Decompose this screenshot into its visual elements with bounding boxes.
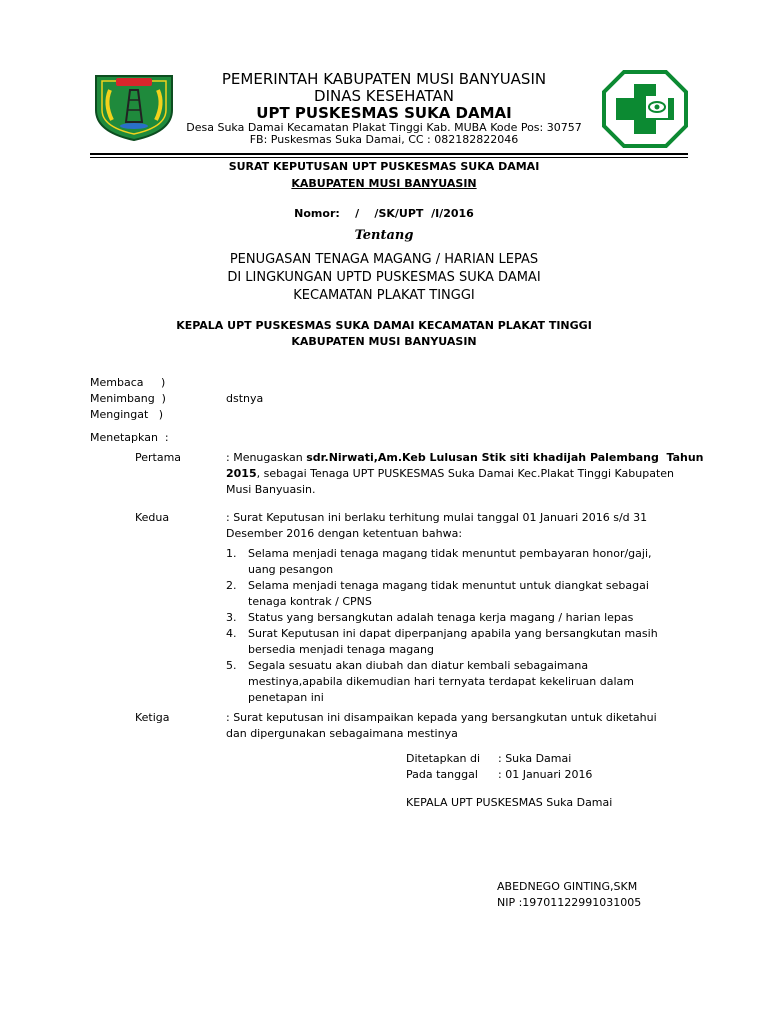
dstnya-text: dstnya [226,392,264,405]
head-title-line-2: KABUPATEN MUSI BANYUASIN [291,335,477,348]
list-item-text: Selama menjadi tenaga magang tidak menuntut untuk diangkat sebagai [248,579,649,592]
pertama-line-3: Musi Banyuasin. [226,483,316,496]
list-item-number: 4. [226,627,237,640]
list-item [226,610,686,626]
letterhead-government: PEMERINTAH KABUPATEN MUSI BANYUASIN [221,70,547,88]
list-item-number: 5. [226,659,237,672]
list-item-text: penetapan ini [248,691,324,704]
decree-subtitle [0,177,768,191]
list-item-text: Selama menjadi tenaga magang tidak menuntut pembayaran honor/gaji, [248,547,652,560]
list-item-text: Surat Keputusan ini dapat diperpanjang apabila yang bersangkutan masih [248,627,658,640]
list-item-text: Status yang bersangkutan adalah tenaga kerja magang / harian lepas [248,611,634,624]
tentang-heading: Tentang [354,228,414,243]
mengingat-label: Mengingat ) [90,408,164,421]
signatory-nip: NIP :19701122991031005 [497,896,642,909]
list-item-number: 2. [226,579,237,592]
signatory-title: KEPALA UPT PUSKESMAS Suka Damai [406,796,613,809]
list-item-text: Segala sesuatu akan diubah dan diatur kembali sebagaimana [248,659,589,672]
menetapkan-label: Menetapkan : [90,431,169,444]
decree-subtitle-text: KABUPATEN MUSI BANYUASIN [291,177,477,190]
tanggal-label: Pada tanggal [406,768,478,781]
graduation-year: 2015 [226,467,257,480]
pertama-line-2 [226,466,674,482]
kedua-label: Kedua [135,511,170,524]
ditetapkan-value: : Suka Damai [498,752,572,765]
menimbang-label: Menimbang ) [90,392,166,405]
tanggal-value: : 01 Januari 2016 [498,768,593,781]
list-item [226,658,686,706]
kedua-line-1: : Surat Keputusan ini berlaku terhitung mulai tanggal 01 Januari 2016 s/d 31 [226,511,648,524]
list-item-number: 3. [226,611,237,624]
head-title-line-1: KEPALA UPT PUSKESMAS SUKA DAMAI KECAMATAN PLAKAT TINGGI [176,319,592,332]
subject-line-3: KECAMATAN PLAKAT TINGGI [293,288,475,303]
puskesmas-cross-icon [602,70,688,148]
signatory-name: ABEDNEGO GINTING,SKM [497,880,638,893]
pertama-label: Pertama [135,451,182,464]
pertama-line-2-rest: , sebagai Tenaga UPT PUSKESMAS Suka Damai Kec.Plakat Tinggi Kabupaten [256,467,675,480]
decree-number: Nomor: / /SK/UPT /I/2016 [294,207,474,220]
pertama-prefix: : Menugaskan [226,451,307,464]
ketiga-line-2: dan dipergunakan sebagaimana mestinya [226,727,458,740]
ditetapkan-label: Ditetapkan di [406,752,481,765]
regency-emblem-icon [90,70,178,142]
decree-title: SURAT KEPUTUSAN UPT PUSKESMAS SUKA DAMAI [228,160,540,173]
list-item [226,578,686,610]
letterhead-institution: UPT PUSKESMAS SUKA DAMAI [256,104,512,122]
membaca-label: Membaca ) [90,376,166,389]
pertama-line-1 [226,450,704,466]
list-item-text: bersedia menjadi tenaga magang [248,643,434,656]
letterhead-department: DINAS KESEHATAN [314,87,454,105]
list-item-text: tenaga kontrak / CPNS [248,595,372,608]
ketiga-label: Ketiga [135,711,170,724]
letterhead-rule-thick [90,153,688,155]
list-item-text: mestinya,apabila dikemudian hari ternyata terdapat kekeliruan dalam [248,675,634,688]
letterhead-address: Desa Suka Damai Kecamatan Plakat Tinggi Kab. MUBA Kode Pos: 30757 [186,121,582,134]
subject-line-2: DI LINGKUNGAN UPTD PUSKESMAS SUKA DAMAI [227,270,541,285]
letterhead-rule-thin [90,157,688,158]
list-item-number: 1. [226,547,237,560]
provisions-list [226,546,686,706]
kedua-line-2: Desember 2016 dengan ketentuan bahwa: [226,527,463,540]
ketiga-line-1: : Surat keputusan ini disampaikan kepada yang bersangkutan untuk diketahui [226,711,657,724]
assignee-name: sdr.Nirwati,Am.Keb Lulusan Stik siti khadijah Palembang Tahun [306,451,704,464]
list-item-text: uang pesangon [248,563,334,576]
subject-line-1: PENUGASAN TENAGA MAGANG / HARIAN LEPAS [229,252,539,267]
letterhead-contact: FB: Puskesmas Suka Damai, CC : 082182822046 [249,133,519,146]
list-item [226,546,686,578]
list-item [226,626,686,658]
